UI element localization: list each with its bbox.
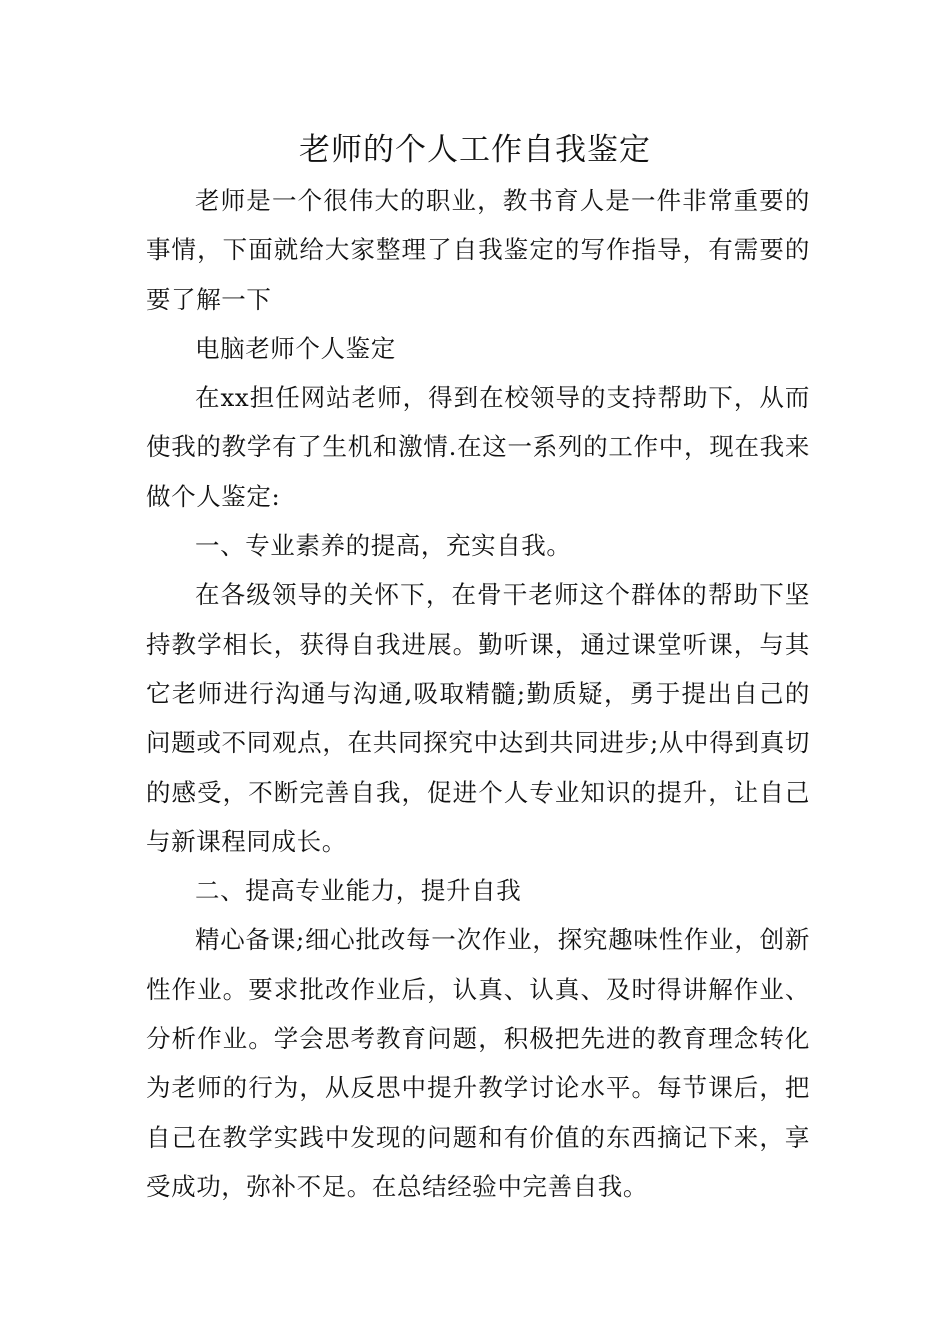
section-heading-two: 二、提高专业能力，提升自我 [195,876,522,906]
section-heading-one: 一、专业素养的提高，充实自我。 [195,531,572,561]
paragraph-intro: 老师是一个很伟大的职业，教书育人是一件非常重要的事情，下面就给大家整理了自我鉴定的写作指导，有需要的要了解一下 [146,186,810,314]
paragraph-section-two: 精心备课;细心批改每一次作业，探究趣味性作业，创新性作业。要求批改作业后，认真、认真、及时得讲解作业、分析作业。学会思考教育问题，积极把先进的教育理念转化为老师的行为，从反思中提升教学讨论水平。每节课后，把自己在教学实践中发现的问题和有价值的东西摘记下来，享受成功，弥补不足。在总结经验中完善自我。 [146,925,810,1201]
paragraph-opening: 在xx担任网站老师，得到在校领导的支持帮助下，从而使我的教学有了生机和激情.在这一系列的工作中，现在我来做个人鉴定: [146,383,810,511]
section-heading-computer-teacher: 电脑老师个人鉴定 [195,333,396,363]
document-title: 老师的个人工作自我鉴定 [299,132,651,168]
document-body [146,176,810,1211]
paragraph-section-one: 在各级领导的关怀下，在骨干老师这个群体的帮助下坚持教学相长，获得自我进展。勤听课，通过课堂听课，与其它老师进行沟通与沟通,吸取精髓;勤质疑，勇于提出自己的问题或不同观点，在共同探究中达到共同进步;从中得到真切的感受，不断完善自我，促进个人专业知识的提升，让自己与新课程同成长。 [146,580,810,856]
